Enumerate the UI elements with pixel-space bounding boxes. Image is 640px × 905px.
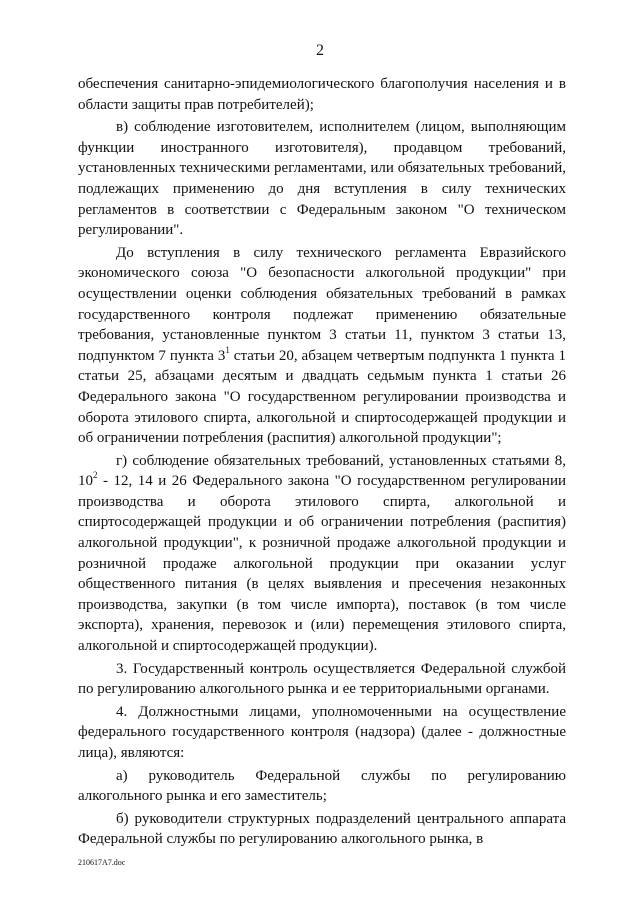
superscript-index: 1: [225, 344, 230, 355]
document-body: [78, 74, 566, 850]
paragraph-item-b: б) руководители структурных подразделений центрального аппарата Федеральной службы по регулированию алкогольного рынка, в: [78, 810, 566, 848]
paragraph-section-3: 3. Государственный контроль осуществляется Федеральной службой по регулированию алкогольного рынка и ее территориальными органами.: [78, 660, 566, 698]
paragraph-text-part-b: статьи 20, абзацем четвертым подпункта 1 пункта 1 статьи 25, абзацами десятым и двадцать седьмым пункта 1 статьи 26 Федерального закона "О государственном регулировании производства и оборота этилового спирта, алкогольной и спиртосодержащей продукции и об ограничении потребления (распития) алкогольной продукции";: [78, 347, 566, 447]
paragraph-continuation: обеспечения санитарно-эпидемиологического благополучия населения и в области защиты прав потребителей);: [78, 76, 566, 113]
paragraph-text-part-b: - 12, 14 и 26 Федерального закона "О государственном регулировании производства и оборота этилового спирта, алкогольной и спиртосодержащей продукции и об ограничении потребления (распития) алкогольной продукции", к розничной продаже алкогольной продукции и розничной продаже алкогольной продукции при оказании услуг общественного питания (в целях выявления и пресечения незаконных производства, закупки (в том числе импорта), поставок (в том числе экспорта), хранения, перевозок и (или) перемещения этилового спирта, алкогольной и спиртосодержащей продукции).: [78, 473, 566, 655]
paragraph-transition-provision: [78, 243, 566, 449]
footer-file-code: 210617A7.doc: [78, 858, 126, 867]
paragraph-text-part-a: До вступления в силу технического регламента Евразийского экономического союза "О безопасности алкогольной продукции" при осуществлении оценки соблюдения обязательных требований в рамках государственного контроля подлежат применению обязательные требования, установленные пунктом 3 статьи 11, пунктом 3 статьи 13, подпунктом 7 пункта 3: [78, 244, 566, 364]
superscript-index: 2: [93, 470, 98, 481]
paragraph-section-4: 4. Должностными лицами, уполномоченными на осуществление федерального государственного контроля (надзора) (далее - должностные лица), являются:: [78, 703, 566, 761]
paragraph-text-part-a: г) соблюдение обязательных требований, установленных статьями 8, 10: [78, 452, 566, 490]
page-number: 2: [316, 42, 324, 59]
paragraph-item-g: [78, 451, 566, 657]
paragraph-item-a: а) руководитель Федеральной службы по регулированию алкогольного рынка и его заместитель;: [78, 767, 566, 805]
paragraph-item-v: в) соблюдение изготовителем, исполнителем (лицом, выполняющим функции иностранного изготовителя), продавцом требований, установленных техническими регламентами, или обязательных требований, подлежащих применению до дня вступления в силу технических регламентов в соответствии с Федеральным законом "О техническом регулировании".: [78, 119, 566, 239]
